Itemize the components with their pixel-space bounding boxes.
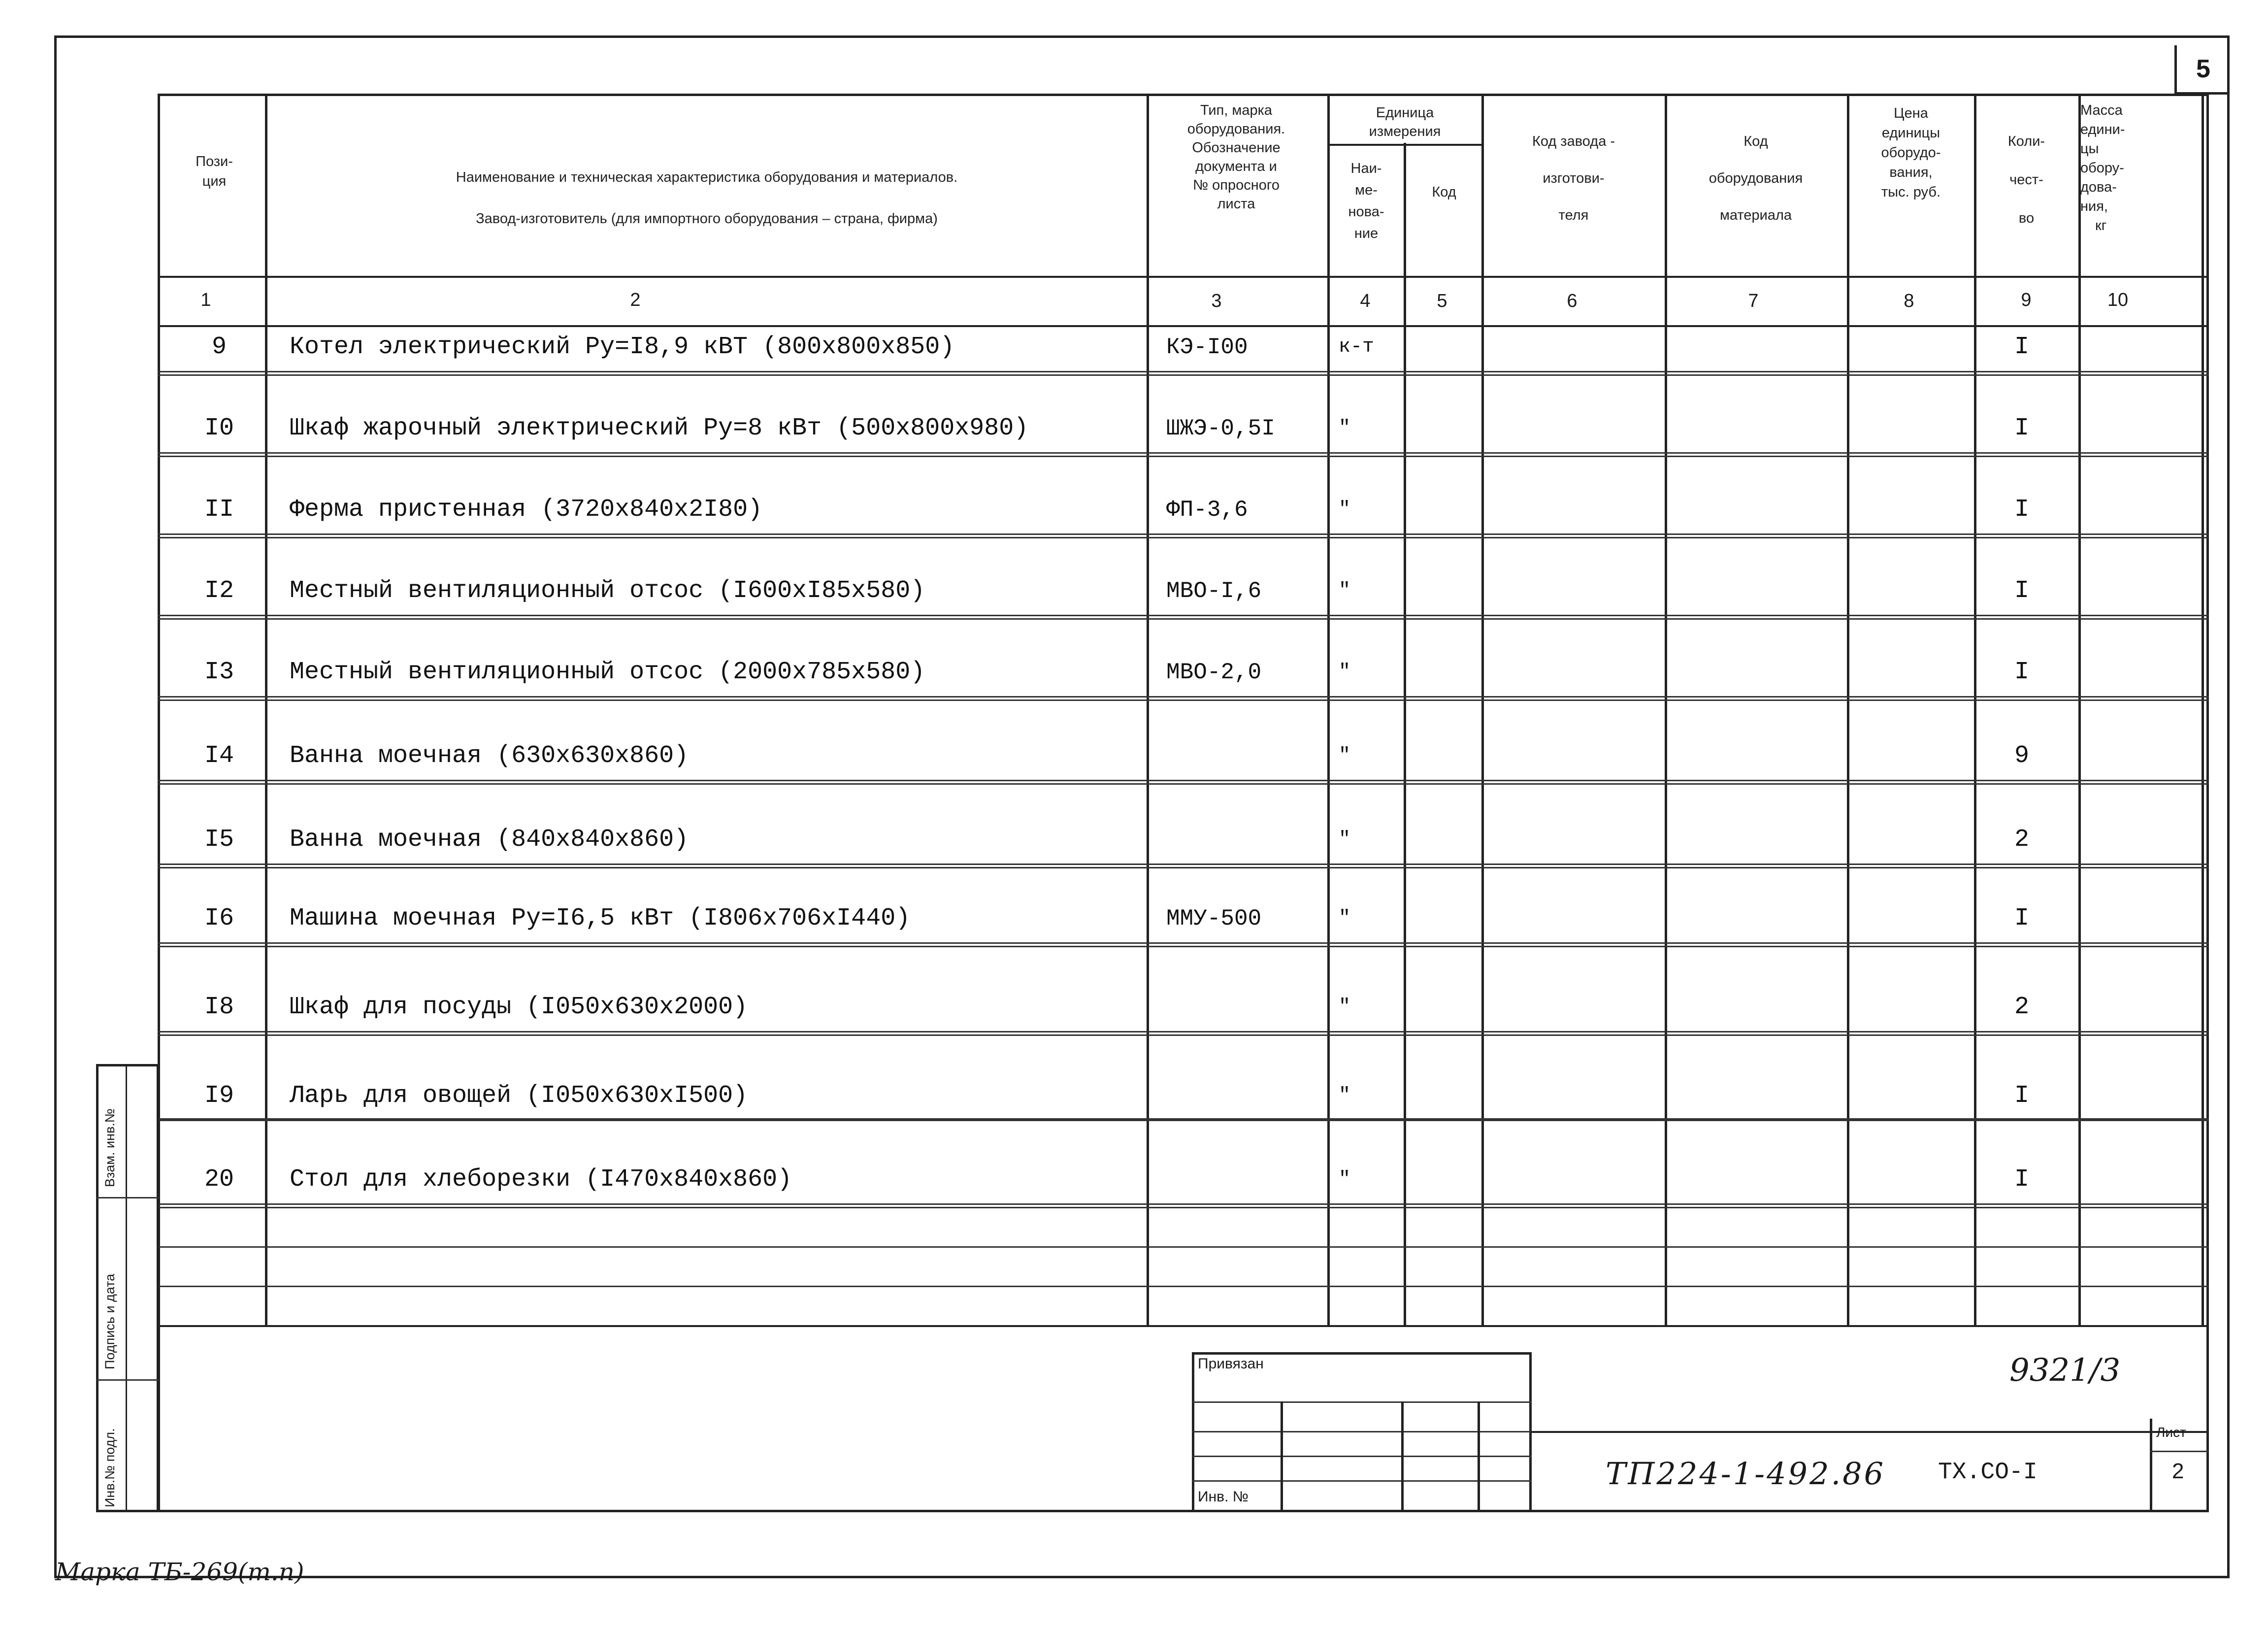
row-position: I9 bbox=[204, 1082, 234, 1110]
col-line bbox=[1974, 94, 1976, 1325]
col-line bbox=[1481, 94, 1484, 1325]
hdr-name: Наименование и техническая характеристика оборудования и материалов. Завод-изготовитель (для импортного оборудования – страна, фирма) bbox=[456, 169, 958, 227]
row-quantity: I bbox=[2014, 496, 2029, 524]
hdr-price: Цена единицы оборудо- вания, тыс. руб. bbox=[1881, 105, 1941, 200]
row-name: Ванна моечная (630х630х860) bbox=[290, 742, 689, 770]
row-line bbox=[158, 1203, 2209, 1205]
row-position: I8 bbox=[204, 993, 234, 1021]
side-label-replace-inv: Взам. инв.№ bbox=[102, 1108, 117, 1187]
row-line bbox=[158, 696, 2209, 698]
row-unit: " bbox=[1339, 829, 1351, 851]
row-unit: " bbox=[1339, 996, 1351, 1018]
row-position: I3 bbox=[204, 658, 234, 686]
row-quantity: I bbox=[2014, 1082, 2029, 1110]
hdr-type: Тип, марка оборудования. Обозначение документа и № опросного листа bbox=[1187, 102, 1285, 212]
side-line bbox=[96, 1379, 159, 1381]
hdr-equipment-code: Код оборудования материала bbox=[1709, 133, 1803, 223]
row-line bbox=[158, 533, 2209, 535]
row-line bbox=[158, 374, 2209, 376]
row-line bbox=[158, 1286, 2209, 1287]
hdr-quantity: Коли- чест- во bbox=[2007, 133, 2045, 226]
row-unit: " bbox=[1339, 1168, 1351, 1191]
drawing-code: 9321/3 bbox=[2009, 1352, 2121, 1389]
row-position: I2 bbox=[204, 577, 234, 605]
colnum-3: 3 bbox=[1211, 291, 1222, 311]
row-line bbox=[158, 942, 2209, 944]
row-line bbox=[158, 1246, 2209, 1248]
colnum-5: 5 bbox=[1437, 291, 1447, 311]
hdr-factory-code: Код завода - изготови- теля bbox=[1532, 133, 1615, 223]
row-position: I6 bbox=[204, 904, 234, 932]
stamp-vline bbox=[1478, 1401, 1480, 1512]
row-line bbox=[158, 864, 2209, 865]
row-unit: " bbox=[1339, 745, 1351, 767]
row-line bbox=[158, 699, 2209, 701]
footer-note: Марка ТБ-269(т.п) bbox=[55, 1558, 304, 1586]
side-line bbox=[96, 1197, 159, 1198]
stamp-vline bbox=[1281, 1401, 1283, 1512]
row-name: Машина моечная Ру=I6,5 кВт (I806х706хI440) bbox=[290, 904, 911, 932]
row-line bbox=[158, 618, 2209, 620]
table-bottom-line bbox=[158, 1325, 2209, 1327]
row-name: Ларь для овощей (I050х630хI500) bbox=[290, 1082, 748, 1110]
row-line bbox=[158, 371, 2209, 372]
row-line bbox=[158, 452, 2209, 454]
row-position: 20 bbox=[204, 1165, 234, 1194]
col-line bbox=[2202, 94, 2204, 1325]
row-type: ММУ-500 bbox=[1166, 906, 1262, 931]
row-unit: " bbox=[1339, 661, 1351, 683]
row-unit: " bbox=[1339, 417, 1351, 439]
row-name: Шкаф жарочный электрический Ру=8 кВт (500х800х980) bbox=[290, 414, 1029, 442]
row-unit: к-т bbox=[1339, 336, 1375, 358]
row-line bbox=[158, 867, 2209, 868]
row-line bbox=[158, 1118, 2209, 1120]
stamp-line bbox=[1192, 1480, 1532, 1482]
row-quantity: I bbox=[2014, 1165, 2029, 1194]
row-position: 9 bbox=[211, 333, 227, 361]
row-line bbox=[158, 1207, 2209, 1208]
row-unit: " bbox=[1339, 499, 1351, 521]
col-line bbox=[1404, 143, 1406, 1325]
row-quantity: 2 bbox=[2014, 826, 2029, 854]
row-quantity: 9 bbox=[2014, 742, 2029, 770]
row-quantity: I bbox=[2014, 577, 2029, 605]
document-code: ТХ.СО-I bbox=[1938, 1459, 2038, 1486]
row-type: ФП-3,6 bbox=[1166, 497, 1248, 523]
project-code: ТП224-1-492.86 bbox=[1606, 1456, 1886, 1492]
header-line bbox=[158, 276, 2209, 278]
row-position: I5 bbox=[204, 826, 234, 854]
row-position: II bbox=[204, 496, 234, 524]
hdr-unit-group: Единица измерения bbox=[1369, 105, 1441, 139]
col-line bbox=[265, 94, 267, 1325]
row-quantity: I bbox=[2014, 333, 2029, 361]
colnum-8: 8 bbox=[1904, 291, 1914, 311]
row-quantity: 2 bbox=[2014, 993, 2029, 1021]
title-line bbox=[1531, 1431, 2209, 1433]
row-name: Местный вентиляционный отсос (I600хI85х580) bbox=[290, 577, 925, 605]
row-name: Ферма пристенная (3720х840х2I80) bbox=[290, 496, 763, 524]
side-label-inv-orig: Инв.№ подл. bbox=[102, 1428, 117, 1507]
row-quantity: I bbox=[2014, 658, 2029, 686]
hdr-unit-name: Наи- ме- нова- ние bbox=[1348, 161, 1384, 241]
row-name: Стол для хлеборезки (I470х840х860) bbox=[290, 1165, 792, 1194]
page-number: 5 bbox=[2174, 45, 2230, 95]
row-type: МВО-I,6 bbox=[1166, 578, 1262, 604]
row-line bbox=[158, 537, 2209, 538]
row-type: МВО-2,0 bbox=[1166, 660, 1262, 685]
sheet-number: 2 bbox=[2172, 1459, 2184, 1483]
row-line bbox=[158, 456, 2209, 457]
colnum-2: 2 bbox=[630, 290, 641, 310]
stamp-vline bbox=[1401, 1401, 1404, 1512]
row-type: КЭ-I00 bbox=[1166, 334, 1248, 360]
row-name: Ванна моечная (840х840х860) bbox=[290, 826, 689, 854]
unit-group-line bbox=[1327, 144, 1482, 146]
colnum-1: 1 bbox=[200, 290, 211, 310]
colnum-6: 6 bbox=[1567, 291, 1578, 311]
col-line bbox=[1665, 94, 1667, 1325]
row-quantity: I bbox=[2014, 904, 2029, 932]
row-position: I4 bbox=[204, 742, 234, 770]
hdr-mass: Масса едини- цы обору- дова- ния, кг bbox=[2080, 102, 2125, 233]
row-unit: " bbox=[1339, 580, 1351, 602]
colnum-9: 9 bbox=[2021, 290, 2032, 310]
sheet-label: Лист bbox=[2156, 1425, 2186, 1440]
row-type: ШЖЭ-0,5I bbox=[1166, 416, 1275, 441]
row-line bbox=[158, 780, 2209, 781]
row-line bbox=[158, 1120, 2209, 1121]
hdr-position: Пози- ция bbox=[196, 154, 233, 189]
col-line bbox=[1327, 94, 1330, 1325]
colnum-4: 4 bbox=[1360, 291, 1371, 311]
row-name: Местный вентиляционный отсос (2000х785х580) bbox=[290, 658, 925, 686]
row-line bbox=[158, 1031, 2209, 1032]
row-position: I0 bbox=[204, 414, 234, 442]
side-label-signature-date: Подпись и дата bbox=[102, 1273, 117, 1369]
row-name: Шкаф для посуды (I050х630х2000) bbox=[290, 993, 748, 1021]
hdr-unit-code: Код bbox=[1432, 184, 1456, 200]
inv-no-label: Инв. № bbox=[1198, 1489, 1249, 1505]
col-line bbox=[2078, 94, 2081, 1325]
colnum-7: 7 bbox=[1748, 291, 1759, 311]
row-unit: " bbox=[1339, 907, 1351, 930]
row-line bbox=[158, 946, 2209, 947]
side-vline bbox=[126, 1064, 127, 1512]
stamp-line bbox=[1192, 1431, 1532, 1432]
row-name: Котел электрический Ру=I8,9 кВТ (800х800х850) bbox=[290, 333, 955, 361]
row-line bbox=[158, 615, 2209, 616]
row-quantity: I bbox=[2014, 414, 2029, 442]
title-line bbox=[2150, 1451, 2209, 1452]
row-line bbox=[158, 1034, 2209, 1036]
colnum-line bbox=[158, 325, 2209, 327]
stamp-line bbox=[1192, 1401, 1532, 1403]
row-unit: " bbox=[1339, 1085, 1351, 1107]
stamp-line bbox=[1192, 1456, 1532, 1457]
row-line bbox=[158, 783, 2209, 785]
col-line bbox=[1147, 94, 1149, 1325]
col-line bbox=[1847, 94, 1849, 1325]
colnum-10: 10 bbox=[2107, 290, 2129, 310]
title-vline bbox=[2150, 1419, 2152, 1512]
privyazan-label: Привязан bbox=[1198, 1356, 1264, 1372]
